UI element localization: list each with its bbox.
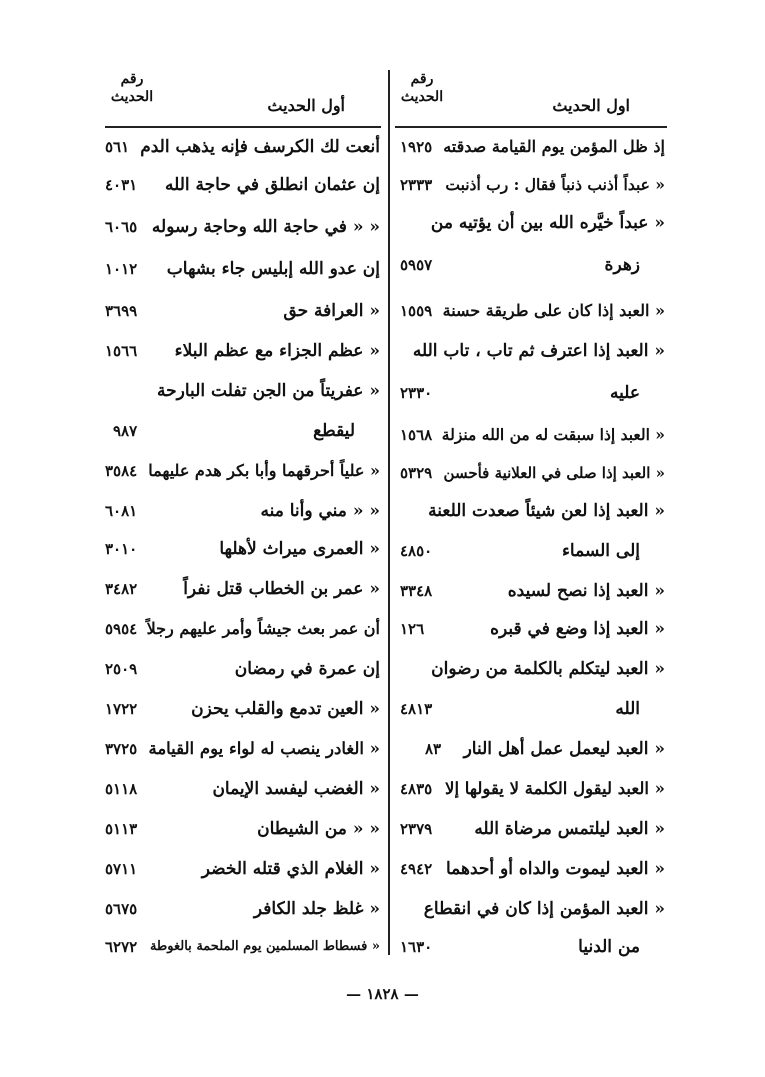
entry-text: « العبد إذا وضع في قبره <box>490 619 665 639</box>
index-entry <box>400 932 665 962</box>
entry-text: « الغضب ليفسد الإيمان <box>212 779 380 799</box>
index-entry <box>105 496 380 526</box>
entry-number: ١٦٣٠ <box>400 938 433 956</box>
entry-text: إن عمرة في رمضان <box>234 659 380 679</box>
entry-number: ٦٠٨١ <box>105 502 138 520</box>
index-entry <box>400 378 665 408</box>
index-entry <box>400 894 665 924</box>
index-entry <box>105 296 380 326</box>
index-entry <box>105 534 380 564</box>
entry-number: ٦٢٧٢ <box>105 938 138 956</box>
entry-number: ٩٨٧ <box>113 422 138 440</box>
entry-number: ٥٣٢٩ <box>400 464 433 482</box>
index-entry <box>400 694 665 724</box>
entry-number: ٣٠١٠ <box>105 540 138 558</box>
index-entry <box>400 774 665 804</box>
index-entry <box>400 296 665 326</box>
entry-text: « عبداً خيَّره الله بين أن يؤتيه من <box>430 213 665 233</box>
entry-number: ٢٣٣٣ <box>400 176 433 194</box>
index-entry <box>400 536 665 566</box>
entry-text: « العين تدمع والقلب يحزن <box>191 699 380 719</box>
index-entry <box>105 614 380 644</box>
right-column-header <box>395 70 690 122</box>
left-title-header: أول الحديث <box>267 96 345 115</box>
entry-text: ليقطع <box>313 421 355 441</box>
entry-text: « العبد ليقول الكلمة لا يقولها إلا <box>445 779 665 798</box>
index-entry <box>105 932 380 962</box>
entry-number: ١٧٢٢ <box>105 700 138 718</box>
entry-number: ٣٦٩٩ <box>105 302 138 320</box>
entry-number: ٥٧١١ <box>105 860 138 878</box>
entry-text: « العبد إذا سبقت له من الله منزلة <box>441 425 665 444</box>
entry-number: ٤٨١٣ <box>400 700 433 718</box>
entry-text: « العبد إذا نصح لسيده <box>507 581 665 601</box>
entry-number: ١٥٥٩ <box>400 302 433 320</box>
entry-text: « العمرى ميراث لأهلها <box>219 539 380 559</box>
entry-text: « العبد ليلتمس مرضاة الله <box>474 819 665 839</box>
index-entry <box>400 734 665 764</box>
entry-text: عليه <box>609 383 640 403</box>
entry-number: ٢٣٣٠ <box>400 384 433 402</box>
entry-number: ١٠١٢ <box>105 260 138 278</box>
index-entry <box>105 894 380 924</box>
index-entry <box>105 416 380 446</box>
right-number-header: رقم الحديث <box>400 71 444 105</box>
entry-text: « العبد إذا اعترف ثم تاب ، تاب الله <box>412 341 665 361</box>
index-entry <box>400 336 665 366</box>
index-entry <box>400 814 665 844</box>
entry-text: « غلظ جلد الكافر <box>253 899 380 919</box>
column-divider <box>388 70 390 955</box>
entry-number: ٥٦٧٥ <box>105 900 138 918</box>
entry-number: ٣٣٤٨ <box>400 582 433 600</box>
entry-number: ٣٥٨٤ <box>105 462 138 480</box>
entry-text: « « مني وأنا منه <box>260 501 380 521</box>
entry-number: ٤٨٥٠ <box>400 542 433 560</box>
entry-text: زهرة <box>604 255 640 275</box>
index-entry <box>105 456 380 486</box>
entry-text: « عمر بن الخطاب قتل نفراً <box>183 579 380 599</box>
entry-text: « عظم الجزاء مع عظم البلاء <box>174 341 380 361</box>
index-entry <box>400 208 665 238</box>
entry-number: ٥١١٨ <box>105 780 138 798</box>
entry-text: « عبداً أذنب ذنباً فقال : رب أذنبت <box>445 175 665 194</box>
entry-text: « العبد ليتكلم بالكلمة من رضوان <box>431 659 665 679</box>
index-entry <box>105 170 380 200</box>
header-rule-left <box>105 126 381 128</box>
entry-text: « العبد إذا كان على طريقة حسنة <box>442 301 665 320</box>
index-entry <box>105 336 380 366</box>
entry-text: إلى السماء <box>561 541 640 561</box>
index-entry <box>400 654 665 684</box>
entry-text: « العبد ليعمل عمل أهل النار <box>463 739 665 759</box>
entry-number: ٤٠٣١ <box>105 176 138 194</box>
index-entry <box>105 654 380 684</box>
entry-text: أن عمر بعث جيشاً وأمر عليهم رجلاً <box>146 619 380 638</box>
left-number-header: رقم الحديث <box>110 71 154 105</box>
entry-number: ٢٥٠٩ <box>105 660 138 678</box>
entry-text: « العبد إذا صلى في العلانية فأحسن <box>443 464 665 482</box>
index-entry <box>105 814 380 844</box>
header-rule-right <box>395 126 667 128</box>
entry-number: ٣٤٨٢ <box>105 580 138 598</box>
entry-text: « العبد المؤمن إذا كان في انقطاع <box>423 899 665 919</box>
entry-text: إذ ظل المؤمن يوم القيامة صدقته <box>443 137 665 156</box>
entry-text: « فسطاط المسلمين يوم الملحمة بالغوطة <box>149 939 380 954</box>
entry-number: ٥٩٥٧ <box>400 256 433 274</box>
index-entry <box>105 774 380 804</box>
index-entry <box>400 132 665 162</box>
index-entry <box>400 576 665 606</box>
entry-number: ٥٩٥٤ <box>105 620 138 638</box>
page-number: — ١٨٢٨ — <box>346 985 419 1003</box>
entry-number: ٥٦١ <box>105 138 130 156</box>
entry-text: « الغادر ينصب له لواء يوم القيامة <box>148 739 380 758</box>
entry-text: « العبد ليموت والداه أو أحدهما <box>445 859 665 879</box>
index-entry <box>105 694 380 724</box>
index-entry <box>400 614 665 644</box>
index-entry <box>105 254 380 284</box>
entry-text: « علياً أحرقهما وأبا بكر هدم عليهما <box>148 461 380 480</box>
index-entry <box>105 734 380 764</box>
entry-text: « « من الشيطان <box>257 819 380 839</box>
index-entry <box>105 132 380 162</box>
entry-text: « العبد إذا لعن شيئاً صعدت اللعنة <box>428 501 665 521</box>
index-entry <box>400 496 665 526</box>
entry-number: ١٢٦ <box>400 620 425 638</box>
index-entry <box>400 458 665 488</box>
entry-number: ٢٣٧٩ <box>400 820 433 838</box>
entry-text: من الدنيا <box>578 937 640 957</box>
index-entry <box>105 376 380 406</box>
entry-number: ١٥٦٨ <box>400 426 433 444</box>
entry-number: ١٩٢٥ <box>400 138 433 156</box>
entry-number: ٣٧٢٥ <box>105 740 138 758</box>
entry-text: « العرافة حق <box>283 301 380 321</box>
index-entry <box>105 854 380 884</box>
entry-text: « عفريتاً من الجن تفلت البارحة <box>157 381 380 401</box>
entry-text: الله <box>615 699 640 719</box>
entry-text: إن عدو الله إبليس جاء بشهاب <box>166 259 380 279</box>
entry-text: « « في حاجة الله وحاجة رسوله <box>151 217 380 237</box>
index-entry <box>105 574 380 604</box>
entry-text: « الغلام الذي قتله الخضر <box>201 859 380 879</box>
entry-number: ١٥٦٦ <box>105 342 138 360</box>
entry-number: ٨٣ <box>425 740 442 758</box>
entry-text: إن عثمان انطلق في حاجة الله <box>164 175 380 195</box>
right-title-header: اول الحديث <box>552 96 630 115</box>
index-entry <box>400 250 665 280</box>
index-entry <box>400 170 665 200</box>
index-entry <box>105 212 380 242</box>
left-column-header <box>105 70 385 122</box>
index-entry <box>400 854 665 884</box>
entry-number: ٥١١٣ <box>105 820 138 838</box>
entry-number: ٤٩٤٢ <box>400 860 433 878</box>
entry-number: ٦٠٦٥ <box>105 218 138 236</box>
entry-text: أنعت لك الكرسف فإنه يذهب الدم <box>140 137 380 157</box>
index-entry <box>400 420 665 450</box>
entry-number: ٤٨٣٥ <box>400 780 433 798</box>
